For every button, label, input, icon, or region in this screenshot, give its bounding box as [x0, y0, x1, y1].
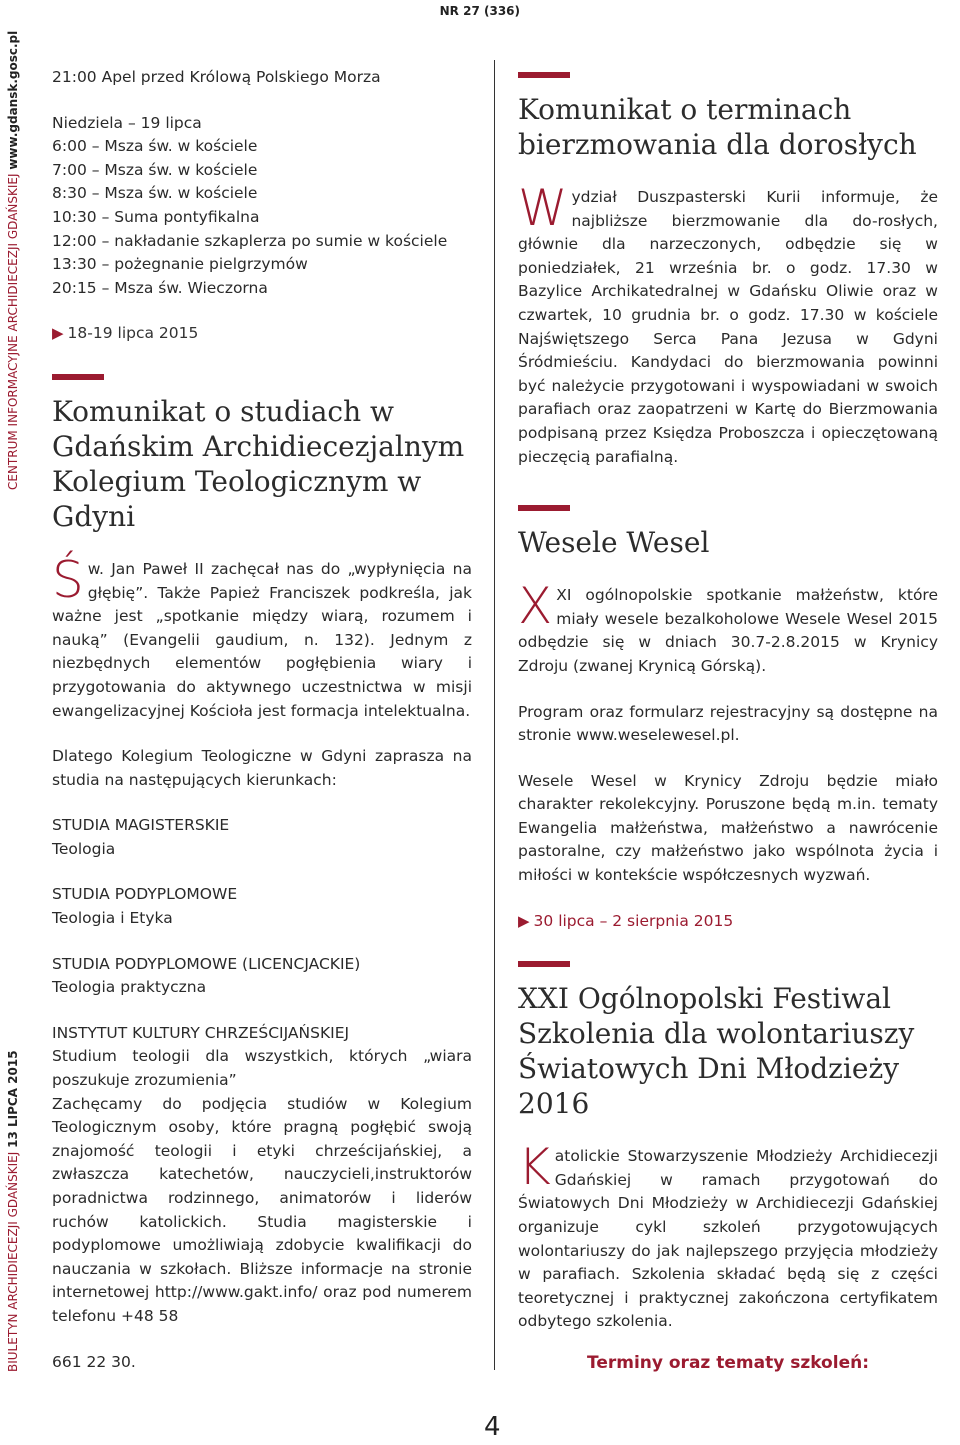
dropcap: K	[518, 1138, 551, 1197]
date-tag-text: 30 lipca – 2 sierpnia 2015	[533, 911, 734, 930]
wesele-text: XI ogólnopolskie spotkanie małżeństw, które miały wesele bezalkoholowe Wesele Wesel 2015 odbędzie się w dniach 30.7-2.8.2015 w Krynicy Zdroju (zwanej Krynicą Górską).	[518, 586, 938, 675]
wesele-theme: Wesele Wesel w Krynicy Zdroju będzie miało charakter rekolekcyjny. Poruszone będą m.in. tematy Ewangelia małżeństwa, małżeństwo a nawrócenie pastoralne, czy małżeństwo jako wspólnota życia i miłości w kontekście współczesnych wyzwań.	[518, 771, 938, 885]
sidebar-bottom-text: BIULETYN ARCHIDIECEZJI GDAŃSKIEJ	[6, 1151, 20, 1372]
section-bar	[52, 374, 104, 380]
invite-paragraph: Dlatego Kolegium Teologiczne w Gdyni zaprasza na studia na następujących kierunkach:	[52, 747, 472, 789]
date-tag	[518, 910, 938, 934]
article-title: Komunikat o studiach w Gdańskim Archidiecezjalnym Kolegium Teologicznym w Gdyni	[52, 394, 465, 533]
confirmation-text: ydział Duszpasterski Kurii informuje, że najbliższe bierzmowanie dla do-rosłych, głównie dla narzeczonych, odbędzie się w poniedziałek, 21 września br. o godz. 17.30 w Bazylice Archikatedralnej w Gdańsku Oliwie oraz w czwartek, 10 grudnia br. o godz. 17.30 w kościele Najświętszego Serca Pana Jezusa w Gdyni Śródmieściu. Kandydaci do bierzmowania powinni być należycie przygotowani i wyspowiadani w swoich parafiach oraz zaopatrzeni w Kartę do Bierzmowania podpisaną przez Księdza Proboszcza i opieczętowaną pieczęcią parafialną.	[518, 188, 938, 466]
festival-text: atolickie Stowarzyszenie Młodzieży Archidiecezji Gdańskiej w ramach przygotowań do Światowych Dni Młodzieży w Archidiecezji Gdańskiej organizuje cykl szkoleń przygotowujących wolontariuszy do jak najlepszego przyjęcia młodzieży w parafiach. Szkolenia składać będą się z części teoretycznej i praktycznej zakończona certyfikatem odbytego szkolenia.	[518, 1147, 938, 1331]
wesele-paragraph	[518, 577, 938, 678]
wesele-title: Wesele Wesel	[518, 526, 710, 560]
terms-title: Terminy oraz tematy szkoleń:	[586, 1353, 869, 1373]
sidebar-bottom-date: 13 LIPCA 2015	[6, 1050, 20, 1148]
closing-paragraph: Zachęcamy do podjęcia studiów w Kolegium Teologicznym osoby, które pragną pogłębić swoją znajomość teologii i etyki chrześcijańskiej, a zwłaszcza katechetów, nauczycieli,instruktorów poradnictwa rodzinnego, animatorów i liderów ruchów katolickich. Studia magisterskie i podyplomowe umożliwiają zdobycie kwalifikacji do nauczania w szkołach. Bliższe informacje na stronie internetowej http://www.gakt.info/ oraz pod numerem telefonu +48 58	[52, 1094, 472, 1325]
program-name: STUDIA MAGISTERSKIE	[52, 816, 230, 835]
institute-name: INSTYTUT KULTURY CHRZEŚCIJAŃSKIEJ	[52, 1023, 350, 1042]
apel-line: 21:00 Apel przed Królową Polskiego Morza	[52, 68, 381, 86]
dropcap: Ś	[52, 550, 84, 609]
confirmation-title: Komunikat o terminach bierzmowania dla dorosłych	[518, 93, 917, 161]
program-item	[52, 814, 472, 861]
phone-tail: 661 22 30.	[52, 1352, 136, 1371]
schedule-apel	[52, 66, 472, 90]
schedule-line: 6:00 – Msza św. w kościele	[52, 137, 258, 156]
date-tag	[52, 322, 472, 346]
program-field: Teologia praktyczna	[52, 978, 207, 997]
schedule-line: 20:15 – Msza św. Wieczorna	[52, 278, 268, 297]
triangle-icon: ▶	[52, 324, 64, 343]
sidebar-top-url[interactable]: www.gdansk.gosc.pl	[6, 30, 20, 170]
festival-paragraph	[518, 1138, 938, 1334]
dropcap: X	[518, 577, 553, 636]
issue-number: NR 27 (336)	[439, 4, 520, 18]
confirmation-paragraph	[518, 179, 938, 469]
wesele-program: Program oraz formularz rejestracyjny są dostępne na stronie www.weselewesel.pl.	[518, 702, 938, 745]
section-bar	[518, 961, 570, 967]
column-divider	[494, 60, 495, 1370]
section-bar	[518, 72, 570, 78]
dropcap: W	[518, 179, 568, 237]
left-column	[52, 66, 472, 1374]
sidebar-bottom	[6, 1050, 20, 1372]
program-name: STUDIA PODYPLOMOWE (LICENCJACKIE)	[52, 954, 361, 973]
triangle-icon: ▶	[518, 911, 530, 930]
festival-title: XXI Ogólnopolski Festiwal Szkolenia dla wolontariuszy Światowych Dni Młodzieży 2016	[518, 982, 915, 1121]
program-name: STUDIA PODYPLOMOWE	[52, 885, 238, 904]
program-item	[52, 953, 472, 1000]
schedule-line: 10:30 – Suma pontyfikalna	[52, 207, 260, 226]
intro-paragraph	[52, 550, 472, 723]
page-number: 4	[484, 1412, 501, 1442]
sidebar-top-text: CENTRUM INFORMACYJNE ARCHIDIECEZJI GDAŃSKIEJ	[6, 173, 20, 490]
schedule-sunday	[52, 112, 472, 301]
section-bar	[518, 505, 570, 511]
schedule-line: 13:30 – pożegnanie pielgrzymów	[52, 255, 308, 274]
schedule-line: 12:00 – nakładanie szkaplerza po sumie w kościele	[52, 231, 448, 250]
schedule-line: 7:00 – Msza św. w kościele	[52, 160, 258, 179]
intro-text: w. Jan Paweł II zachęcał nas do „wypłynięcia na głębię”. Także Papież Franciszek podkreśla, jak ważne jest „spotkanie między wiarą, rozumem i nauką” (Evangelii gaudium, n. 132). Jednym z niezbędnych elementów pogłębienia wiary i przygotowania do aktywnego uczestnictwa w misji ewangelizacyjnej Kościoła jest formacja intelektualna.	[52, 559, 472, 720]
right-column	[518, 66, 938, 1376]
institute-text: Studium teologii dla wszystkich, których „wiara poszukuje zrozumienia”	[52, 1047, 472, 1090]
sidebar-top	[6, 30, 20, 490]
program-field: Teologia	[52, 839, 116, 858]
schedule-line: 8:30 – Msza św. w kościele	[52, 184, 258, 203]
date-tag-text: 18-19 lipca 2015	[67, 324, 199, 343]
program-field: Teologia i Etyka	[52, 909, 173, 928]
schedule-line: Niedziela – 19 lipca	[52, 113, 202, 132]
program-item	[52, 883, 472, 930]
